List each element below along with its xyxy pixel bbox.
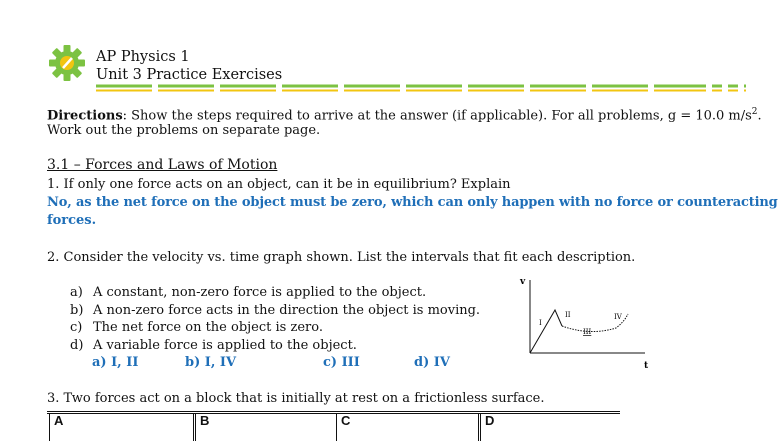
velocity-curve [530, 310, 562, 353]
list-item: b) A non-zero force acts in the direction the object is moving. [70, 302, 481, 318]
interval-label: I [539, 319, 542, 327]
table-column-a: A [49, 413, 190, 441]
question-3: 3. Two forces act on a block that is initially at rest on a frictionless surface. [47, 391, 545, 406]
answer-2b: b) I, IV [185, 355, 237, 370]
answer-2c: c) III [323, 355, 360, 370]
answer-1-line1: No, as the net force on the object must be zero, which can only happen with no force or counteracting [47, 195, 778, 210]
table-column-d: D [478, 413, 621, 441]
directions-line1: Directions: Show the steps required to arrive at the answer (if applicable). For all problems, g = 10.0 $m/s^2$. [47, 107, 762, 124]
y-axis-label: v [520, 277, 526, 287]
answer-2a: a) I, II [92, 355, 139, 370]
answer-1-line2: forces. [47, 213, 97, 228]
question-1: 1. If only one force acts on an object, can it be in equilibrium? Explain [47, 177, 511, 192]
directions-line2: Work out the problems on separate page. [47, 123, 321, 138]
interval-label: III [583, 328, 592, 336]
list-item: a) A constant, non-zero force is applied to the object. [70, 285, 427, 300]
answer-2-choices [0, 355, 784, 373]
gear-logo-icon [48, 44, 86, 82]
table-column-b: B [193, 413, 336, 441]
unit-title: Unit 3 Practice Exercises [96, 67, 283, 83]
directions-label: Directions [47, 108, 123, 124]
table-column-c: C [336, 413, 477, 441]
list-item: d) A variable force is applied to the object. [70, 337, 357, 353]
course-title: AP Physics 1 [96, 49, 190, 65]
interval-label: II [565, 311, 571, 319]
question-2: 2. Consider the velocity vs. time graph shown. List the intervals that fit each description. [47, 250, 636, 265]
section-title: 3.1 – Forces and Laws of Motion [47, 157, 278, 173]
velocity-time-graph [510, 270, 660, 370]
header-divider [96, 84, 746, 92]
list-item: c) The net force on the object is zero. [70, 320, 323, 335]
x-axis-label: t [644, 361, 649, 370]
question-2-list [70, 284, 480, 354]
interval-label: IV [614, 313, 622, 321]
answer-2d: d) IV [414, 355, 450, 370]
